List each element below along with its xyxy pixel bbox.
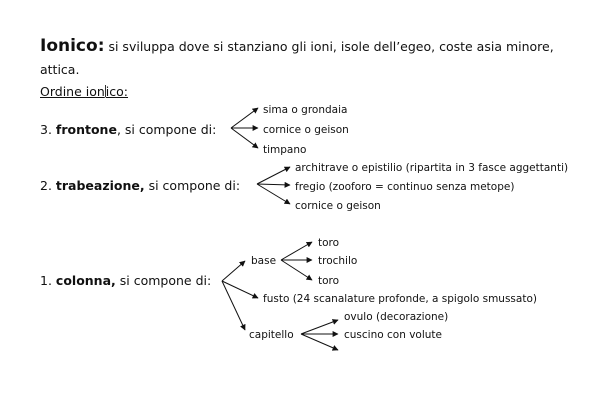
frontone-item: sima o grondaia <box>263 104 348 116</box>
frontone-name: frontone <box>55 122 117 137</box>
base-item: toro <box>318 275 340 287</box>
arrow-icon <box>257 184 290 204</box>
base-label: base <box>251 255 277 267</box>
arrow-icon <box>222 261 245 281</box>
capitello-item: cuscino con volute <box>344 329 442 341</box>
arrow-icon <box>301 334 338 350</box>
arrow-icon <box>257 184 290 185</box>
arrow-icon <box>257 167 290 184</box>
section-heading-part: Ordine ion <box>40 84 105 99</box>
base-item: toro <box>318 237 340 249</box>
arrow-icon <box>222 281 245 330</box>
frontone-number: 3. <box>40 122 56 137</box>
colonna-name: colonna, <box>55 273 116 288</box>
trabeazione-item: cornice o geison <box>295 200 381 212</box>
trabeazione-item: fregio (zooforo = continuo senza metope) <box>295 181 515 193</box>
trabeazione-rest: si compone di: <box>144 178 241 193</box>
intro-text-continued: attica. <box>40 62 80 77</box>
trabeazione-number: 2. <box>40 178 56 193</box>
capitello-label: capitello <box>249 329 294 341</box>
colonna-number: 1. <box>40 273 56 288</box>
arrow-icon <box>231 108 258 128</box>
frontone-item: cornice o geison <box>263 124 349 136</box>
colonna-rest: si compone di: <box>115 273 212 288</box>
capitello-item: ovulo (decorazione) <box>344 311 449 323</box>
trabeazione-name: trabeazione, <box>55 178 145 193</box>
page-title: Ionico: <box>40 36 105 56</box>
arrow-icon <box>231 128 258 148</box>
frontone-item: timpano <box>263 144 307 156</box>
intro-text: si sviluppa dove si stanziano gli ioni, isole dell’egeo, coste asia minore, <box>104 39 554 54</box>
base-item: trochilo <box>318 255 358 267</box>
arrow-icon <box>281 260 312 280</box>
arrow-icon <box>222 281 258 298</box>
fusto-item: fusto (24 scanalature profonde, a spigolo smussato) <box>263 293 537 305</box>
arrow-icon <box>301 320 338 334</box>
section-heading-part: ico: <box>105 84 129 99</box>
arrow-icon <box>281 242 312 260</box>
frontone-rest: , si compone di: <box>116 122 217 137</box>
trabeazione-item: architrave o epistilio (ripartita in 3 fasce aggettanti) <box>295 162 569 174</box>
